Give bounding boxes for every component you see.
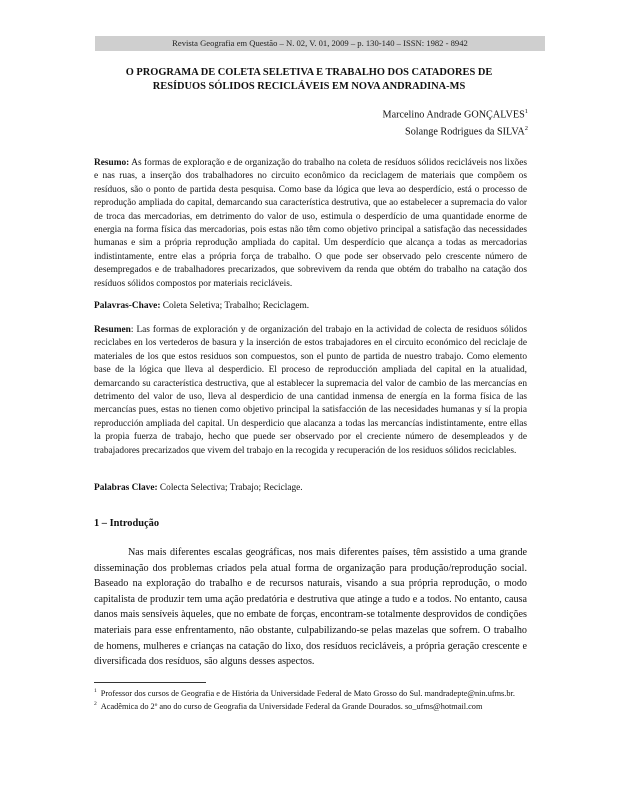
abstract-pt-text: As formas de exploração e de organização do trabalho na coleta de resíduos sólidos recicláveis nos lixões e nas ruas, a inserção dos trabalhadores no circuito econômico da reciclagem de materiais que compõem os resíduos, são o ponto de partida desta pesquisa. Como base da lógica que leva ao desperdício, está o processo de reprodução ampliada do capital, demarcando sua característica destrutiva, que ao estabelecer a supremacia do valor de troca das mercadorias, em detrimento do valor de uso, estimula o desperdício de uma quantidade enorme de energia na forma física das mercadorias, pois estas não têm como objetivo principal a satisfação das necessidades humanas e sim a própria reprodução ampliada do capital. Um desperdício que alcança a todas as mercadorias indistintamente, entre elas a própria força de trabalho. O que pode ser observado pelo crescente número de desempregados e de trabalhadores precarizados, que sobrevivem da renda que obtém do trabalho na catação dos resíduos sólidos compostos por materiais recicláveis. [94,158,527,289]
journal-header: Revista Geografia em Questão – N. 02, V. 01, 2009 – p. 130-140 – ISSN: 1982 - 8942 [95,36,545,51]
footnote-1 [94,686,527,699]
footnote-text: Acadêmica do 2º ano do curso de Geografia da Universidade Federal da Grande Dourados. so_ufms@hotmail.com [100,701,483,711]
abstract-es-text: : Las formas de exploración y de organización del trabajo en la actividad de colecta de residuos sólidos reciclabes en los vertederos de basura y la inserción de estos trabajadores en el circuito económico del reciclaje de materiales de los que estos residuos son compuestos, son el punto de partida de nuestro trabajo. Como elemento base de la lógica que lleva al desperdicio. El proceso de reproducción ampliada del capital en la atualidad, demarcando su característica destructiva, que al establecer la supremacia del valor de cambio de las mercancías en detrimento del valor de uso, lleva al desperdicio de una cantidad inmensa de energía en la forma física de las mercancías pues, estas no tienen como objetivo principal la satisfacción de las necesidades humanas y sí la propia reproducción ampliada del capital. Un desperdicio que alacanza a todas las mercancías indistintamente, entre ellas la propia fuerza de trabajo, hecho que puede ser observado por el creciente número de desempleados y de trabajadores precarizados que vivem del trabajo en la recogida y recuperación de los residuos sólidos reciclables. [94,325,527,456]
abstract-es [94,324,527,458]
footnote-number: 2 [94,701,97,708]
title-line-2: RESÍDUOS SÓLIDOS RECICLÁVEIS EM NOVA ANDRADINA-MS [152,81,466,92]
author-list [300,105,528,140]
footnotes [94,686,527,712]
author-2 [300,122,528,139]
abstract-pt-label: Resumo: [94,158,130,168]
author-name: Solange Rodrigues da SILVA [405,126,525,138]
footnote-text: Professor dos cursos de Geografia e de História da Universidade Federal de Mato Grosso do Sul. mandradepte@nin.ufms.br. [100,688,515,698]
article-title [78,66,540,94]
author-name: Marcelino Andrade GONÇALVES [382,109,525,121]
author-1 [300,105,528,122]
keywords-pt [94,300,527,313]
abstract-es-label: Resumen [94,325,131,335]
footnote-divider [94,682,206,683]
title-line-1: O PROGRAMA DE COLETA SELETIVA E TRABALHO DOS CATADORES DE [125,67,493,78]
keywords-es-text: Colecta Selectiva; Trabajo; Reciclage. [157,483,303,493]
keywords-es-label: Palabras Clave: [94,483,158,493]
keywords-pt-text: Coleta Seletiva; Trabalho; Reciclagem. [160,301,310,311]
footnote-marker[interactable]: 2 [524,125,528,133]
footnote-number: 1 [94,688,97,694]
footnote-marker[interactable]: 1 [524,108,528,115]
footnote-2 [94,699,527,712]
keywords-pt-label: Palavras-Chave: [94,301,161,311]
keywords-es [94,482,527,495]
introduction-paragraph: Nas mais diferentes escalas geográficas, nos mais diferentes países, têm assistido a uma grande disseminação dos problemas criados pela atual forma de organização para produção/reprodução social. Baseado na exploração do trabalho e de recursos naturais, visando a sua própria reprodução, o modo capitalista de produzir tem uma ação predatória e destrutiva que atinge a tudo e a todos. No entanto, causa danos mais sensíveis àqueles, que no embate de forças, encontram-se totalmente desprovidos de condições materiais para esse enfrentamento, não obstante, culpabilizando-se pelas mazelas que sofrem. O trabalho de homens, mulheres e crianças na catação do lixo, dos resíduos recicláveis, a própria geração crescente e diversificada dos resíduos, são alguns desses aspectos. [94,547,527,668]
section-heading-introduction: 1 – Introdução [94,518,160,529]
abstract-pt [94,157,527,291]
